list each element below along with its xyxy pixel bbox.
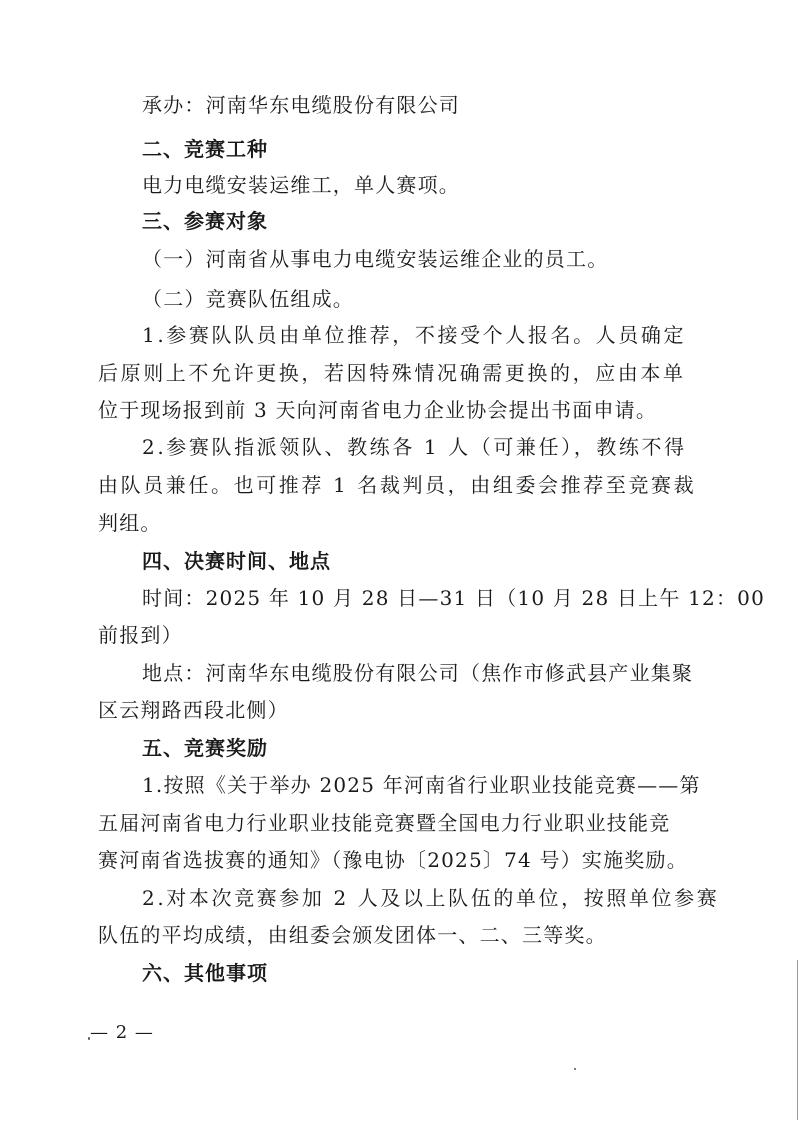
final-place-line-2: 区云翔路西段北侧） — [98, 698, 289, 722]
participants-item-1: （一）河南省从事电力电缆安装运维企业的员工。 — [142, 247, 609, 271]
team-rule-1-line-3: 位于现场报到前 3 天向河南省电力企业协会提出书面申请。 — [98, 398, 658, 422]
award-rule-1-line-2: 五届河南省电力行业职业技能竞赛暨全国电力行业职业技能竞 — [98, 811, 671, 835]
team-rule-2-line-1: 2.参赛队指派领队、教练各 1 人（可兼任），教练不得 — [142, 435, 687, 459]
award-rule-2-line-2: 队伍的平均成绩，由组委会颁发团体一、二、三等奖。 — [98, 923, 607, 947]
section-heading-trade: 二、竞赛工种 — [142, 137, 268, 161]
section-heading-awards: 五、竞赛奖励 — [142, 736, 268, 760]
award-rule-2-line-1: 2.对本次竞赛参加 2 人及以上队伍的单位，按照单位参赛 — [142, 886, 720, 910]
final-time-line-1: 时间：2025 年 10 月 28 日—31 日（10 月 28 日上午 12：00 — [142, 586, 766, 610]
final-time-line-2: 前报到） — [98, 623, 183, 647]
award-rule-1-line-3: 赛河南省选拔赛的通知》（豫电协〔2025〕74 号）实施奖励。 — [98, 848, 688, 872]
team-rule-1-line-1: 1.参赛队队员由单位推荐，不接受个人报名。人员确定 — [142, 323, 687, 347]
final-place-line-1: 地点：河南华东电缆股份有限公司（焦作市修武县产业集聚 — [142, 661, 694, 685]
section-heading-other-matters: 六、其他事项 — [142, 961, 268, 985]
team-rule-1-line-2: 后原则上不允许更换，若因特殊情况确需更换的，应由本单 — [98, 361, 686, 385]
trade-line: 电力电缆安装运维工，单人赛项。 — [142, 173, 460, 197]
scan-speck — [574, 1068, 576, 1070]
scan-edge-shadow — [797, 960, 798, 1120]
section-heading-participants: 三、参赛对象 — [142, 209, 268, 233]
team-rule-2-line-2: 由队员兼任。也可推荐 1 名裁判员，由组委会推荐至竞赛裁 — [98, 473, 697, 497]
page-number: — 2 — — [90, 1022, 154, 1043]
award-rule-1-line-1: 1.按照《关于举办 2025 年河南省行业职业技能竞赛——第 — [142, 773, 701, 797]
organizer-line: 承办：河南华东电缆股份有限公司 — [142, 93, 460, 117]
team-rule-2-line-3: 判组。 — [98, 511, 162, 535]
scan-speck — [88, 1037, 90, 1040]
section-heading-final-time-place: 四、决赛时间、地点 — [142, 549, 331, 573]
participants-item-2: （二）竞赛队伍组成。 — [142, 287, 354, 311]
